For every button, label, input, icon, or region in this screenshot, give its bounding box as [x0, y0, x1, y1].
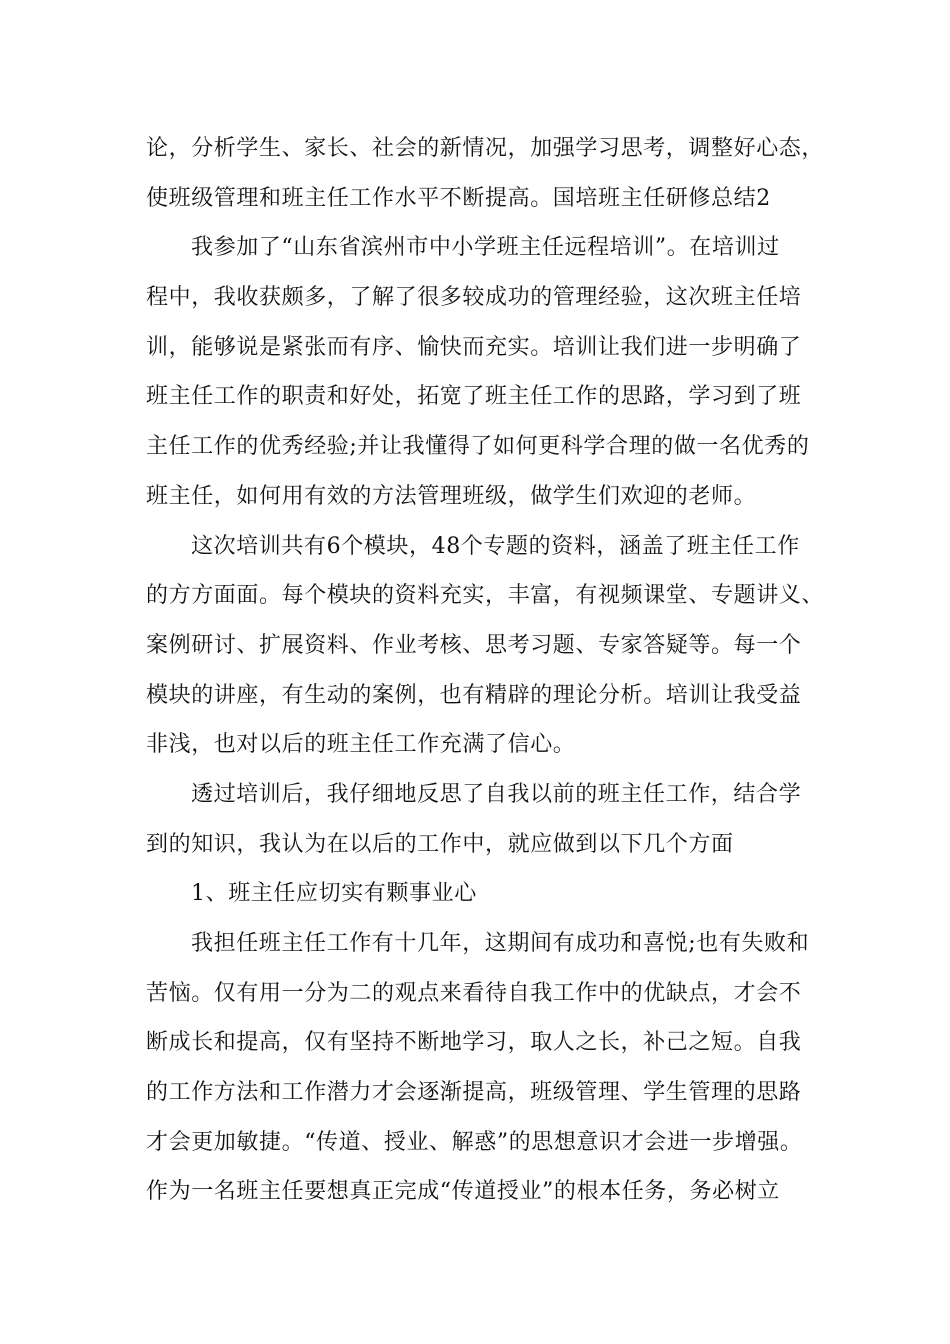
text-line: 我参加了“山东省滨州市中小学班主任远程培训”。在培训过 — [191, 235, 780, 261]
text-line: 到的知识，我认为在以后的工作中，就应做到以下几个方面 — [146, 831, 734, 857]
text-line: 程中，我收获颇多，了解了很多较成功的管理经验，这次班主任培 — [146, 285, 802, 311]
text-line: 班主任工作的职责和好处，拓宽了班主任工作的思路，学习到了班 — [146, 384, 802, 410]
text-line: 苦恼。仅有用一分为二的观点来看待自我工作中的优缺点，才会不 — [146, 980, 802, 1006]
text-line: 我担任班主任工作有十几年，这期间有成功和喜悦;也有失败和 — [191, 931, 810, 956]
text-line: 训，能够说是紧张而有序、愉快而充实。培训让我们进一步明确了 — [146, 334, 802, 360]
text-line: 的工作方法和工作潜力才会逐渐提高，班级管理、学生管理的思路 — [146, 1080, 802, 1106]
text-line: 这次培训共有6个模块，48个专题的资料，涵盖了班主任工作 — [191, 533, 800, 559]
text-line: 作为一名班主任要想真正完成“传道授业”的根本任务，务必树立 — [146, 1179, 780, 1205]
text-line: 断成长和提高，仅有坚持不断地学习，取人之长，补己之短。自我 — [146, 1030, 802, 1056]
text-line: 主任工作的优秀经验;并让我懂得了如何更科学合理的做一名优秀的 — [146, 434, 810, 460]
body-text — [146, 124, 825, 1217]
text-line: 非浅，也对以后的班主任工作充满了信心。 — [146, 732, 576, 758]
text-line: 班主任，如何用有效的方法管理班级，做学生们欢迎的老师。 — [146, 483, 757, 509]
text-line: 透过培训后，我仔细地反思了自我以前的班主任工作，结合学 — [191, 781, 802, 807]
section-heading: 1、班主任应切实有颗事业心 — [191, 881, 477, 907]
text-line: 论，分析学生、家长、社会的新情况，加强学习思考，调整好心态， — [146, 136, 825, 161]
text-line: 使班级管理和班主任工作水平不断提高。国培班主任研修总结2 — [146, 185, 771, 211]
text-line: 案例研讨、扩展资料、作业考核、思考习题、专家答疑等。每一个 — [146, 632, 802, 658]
text-line: 的方方面面。每个模块的资料充实，丰富，有视频课堂、专题讲义、 — [146, 583, 825, 609]
text-line: 模块的讲座，有生动的案例，也有精辟的理论分析。培训让我受益 — [146, 682, 802, 708]
text-line: 才会更加敏捷。“传道、授业、解惑”的思想意识才会进一步增强。 — [146, 1129, 803, 1155]
